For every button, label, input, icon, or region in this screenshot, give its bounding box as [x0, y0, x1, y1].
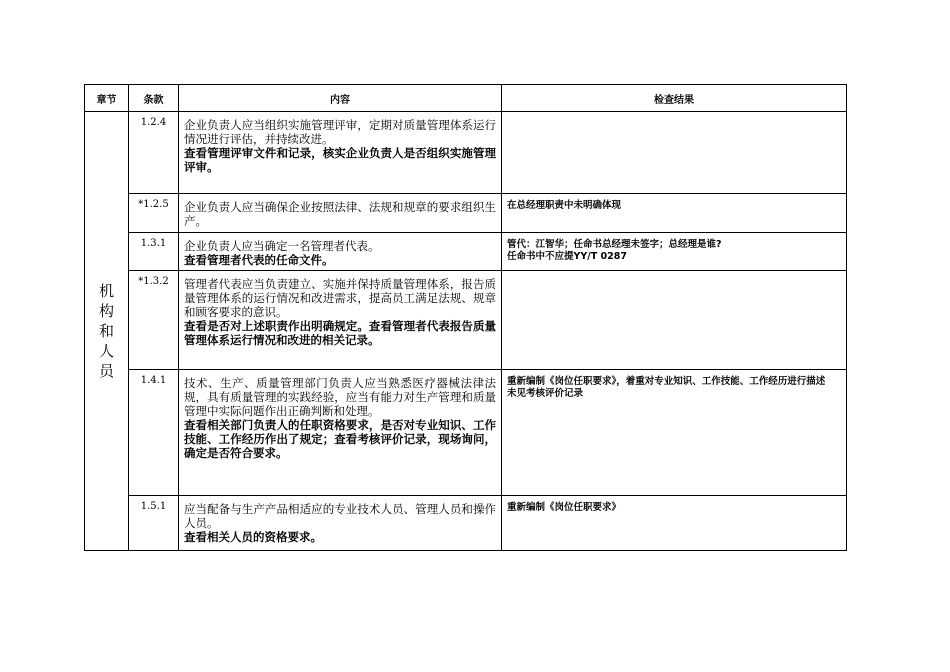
table-row — [85, 370, 847, 496]
table-row — [85, 194, 847, 232]
requirement-text: 应当配备与生产产品相适应的专业技术人员、管理人员和操作人员。 — [184, 502, 496, 531]
header-chapter: 章节 — [85, 85, 129, 112]
result-line: 任命书中不应提YY/T 0287 — [507, 250, 627, 262]
clause-cell: *1.2.5 — [129, 194, 179, 232]
header-result: 检查结果 — [502, 85, 847, 112]
header-clause: 条款 — [129, 85, 179, 112]
table-row — [85, 112, 847, 194]
clause-cell: *1.3.2 — [129, 270, 179, 369]
result-line: 重新编制《岗位任职要求》，着重对专业知识、工作技能、工作经历进行描述 — [507, 376, 826, 388]
requirement-text: 企业负责人应当确保企业按照法律、法规和规章的要求组织生产。 — [184, 200, 496, 229]
check-method-text: 查看相关人员的资格要求。 — [184, 530, 322, 545]
table-row — [85, 232, 847, 270]
result-line: 管代：江智华；任命书总经理未签字；总经理是谁? — [507, 238, 722, 250]
content-cell — [179, 232, 502, 270]
requirement-text: 管理者代表应当负责建立、实施并保持质量管理体系，报告质量管理体系的运行情况和改进需求，提高员工满足法规、规章和顾客要求的意识。 — [184, 276, 496, 319]
chapter-name: 机构和人员 — [98, 282, 114, 381]
result-cell — [502, 232, 847, 270]
table-header-row — [85, 85, 847, 112]
clause-cell: 1.4.1 — [129, 370, 179, 496]
check-method-text: 查看管理评审文件和记录，核实企业负责人是否组织实施管理评审。 — [184, 146, 496, 175]
requirement-text: 技术、生产、质量管理部门负责人应当熟悉医疗器械法律法规，具有质量管理的实践经验，应当有能力对生产管理和质量管理中实际问题作出正确判断和处理。 — [184, 376, 496, 419]
content-cell — [179, 112, 502, 194]
result-cell — [502, 496, 847, 551]
result-line: 未见考核评价记录 — [507, 388, 584, 400]
requirement-text: 企业负责人应当确定一名管理者代表。 — [184, 238, 380, 253]
result-line: 在总经理职责中未明确体现 — [507, 200, 622, 212]
result-cell — [502, 270, 847, 369]
check-method-text: 查看是否对上述职责作出明确规定。查看管理者代表报告质量管理体系运行情况和改进的相关记录。 — [184, 318, 496, 347]
clause-cell: 1.2.4 — [129, 112, 179, 194]
header-content: 内容 — [179, 85, 502, 112]
check-method-text: 查看管理者代表的任命文件。 — [184, 252, 334, 267]
result-cell — [502, 370, 847, 496]
check-method-text: 查看相关部门负责人的任职资格要求，是否对专业知识、工作技能、工作经历作出了规定；查看考核评价记录，现场询问，确定是否符合要求。 — [184, 418, 496, 461]
inspection-table — [84, 84, 847, 551]
result-cell — [502, 112, 847, 194]
table-row — [85, 496, 847, 551]
result-cell — [502, 194, 847, 232]
result-line: 重新编制《岗位任职要求》 — [507, 502, 622, 514]
clause-cell: 1.5.1 — [129, 496, 179, 551]
content-cell — [179, 270, 502, 369]
content-cell — [179, 194, 502, 232]
clause-cell: 1.3.1 — [129, 232, 179, 270]
requirement-text: 企业负责人应当组织实施管理评审，定期对质量管理体系运行情况进行评估，并持续改进。 — [184, 118, 496, 147]
table-row — [85, 270, 847, 369]
chapter-cell — [85, 112, 129, 551]
content-cell — [179, 370, 502, 496]
content-cell — [179, 496, 502, 551]
